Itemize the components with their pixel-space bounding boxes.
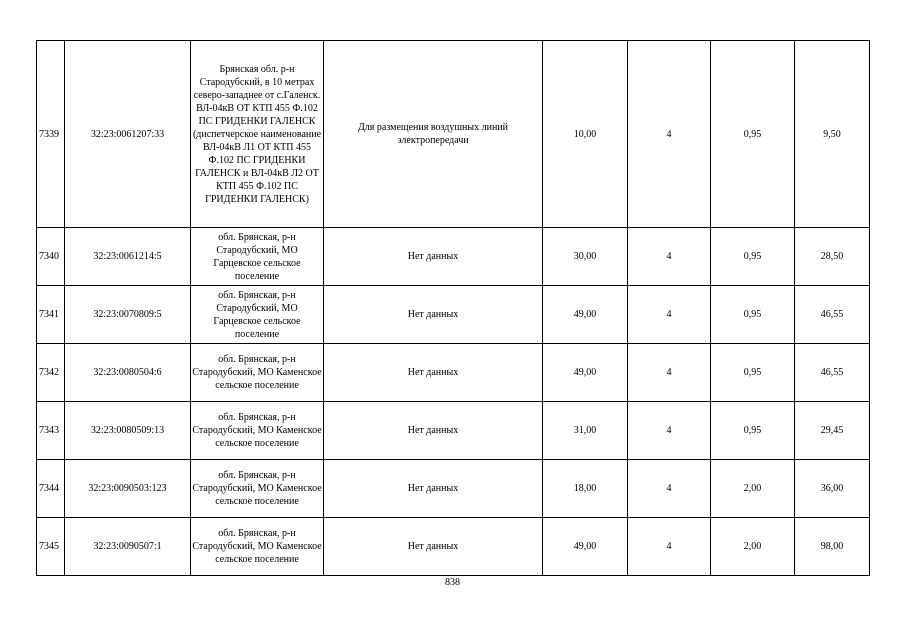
row-number: 7344 xyxy=(37,460,65,518)
table-row xyxy=(37,344,870,402)
row-number: 7345 xyxy=(37,518,65,576)
table-row xyxy=(37,41,870,228)
category: 4 xyxy=(628,518,711,576)
page-number: 838 xyxy=(445,577,460,588)
area: 18,00 xyxy=(543,460,628,518)
row-number: 7342 xyxy=(37,344,65,402)
table-row xyxy=(37,286,870,344)
category: 4 xyxy=(628,460,711,518)
cadastral-number: 32:23:0080504:6 xyxy=(65,344,191,402)
coefficient: 2,00 xyxy=(711,518,795,576)
area: 30,00 xyxy=(543,228,628,286)
coefficient: 0,95 xyxy=(711,41,795,228)
category: 4 xyxy=(628,286,711,344)
address: обл. Брянская, р-н Стародубский, МО Каменское сельское поселение xyxy=(191,460,324,518)
coefficient: 0,95 xyxy=(711,344,795,402)
cadastral-number: 32:23:0070809:5 xyxy=(65,286,191,344)
registry-table xyxy=(36,40,870,576)
purpose: Нет данных xyxy=(324,518,543,576)
table-row xyxy=(37,518,870,576)
purpose: Нет данных xyxy=(324,344,543,402)
table-row xyxy=(37,402,870,460)
coefficient: 0,95 xyxy=(711,228,795,286)
purpose: Для размещения воздушных линий электропередачи xyxy=(324,41,543,228)
row-number: 7343 xyxy=(37,402,65,460)
table-row xyxy=(37,460,870,518)
purpose: Нет данных xyxy=(324,228,543,286)
address: обл. Брянская, р-н Стародубский, МО Гарцевское сельское поселение xyxy=(191,286,324,344)
result: 46,55 xyxy=(795,286,870,344)
coefficient: 0,95 xyxy=(711,402,795,460)
purpose: Нет данных xyxy=(324,460,543,518)
address: обл. Брянская, р-н Стародубский, МО Гарцевское сельское поселение xyxy=(191,228,324,286)
category: 4 xyxy=(628,344,711,402)
category: 4 xyxy=(628,41,711,228)
coefficient: 2,00 xyxy=(711,460,795,518)
area: 31,00 xyxy=(543,402,628,460)
address: обл. Брянская, р-н Стародубский, МО Каменское сельское поселение xyxy=(191,518,324,576)
result: 46,55 xyxy=(795,344,870,402)
coefficient: 0,95 xyxy=(711,286,795,344)
area: 49,00 xyxy=(543,286,628,344)
address: обл. Брянская, р-н Стародубский, МО Каменское сельское поселение xyxy=(191,344,324,402)
area: 10,00 xyxy=(543,41,628,228)
result: 9,50 xyxy=(795,41,870,228)
result: 29,45 xyxy=(795,402,870,460)
address: Брянская обл. р-н Стародубский, в 10 метрах северо-западнее от с.Галенск. ВЛ-04кВ ОТ КТП 455 Ф.102 ПС ГРИДЕНКИ ГАЛЕНСК (диспетчерское наименование ВЛ-04кВ Л1 ОТ КТП 455 Ф.102 ПС ГРИДЕНКИ ГАЛЕНСК и ВЛ-04кВ Л2 ОТ КТП 455 Ф.102 ПС ГРИДЕНКИ ГАЛЕНСК) xyxy=(191,41,324,228)
address: обл. Брянская, р-н Стародубский, МО Каменское сельское поселение xyxy=(191,402,324,460)
cadastral-number: 32:23:0061214:5 xyxy=(65,228,191,286)
purpose: Нет данных xyxy=(324,402,543,460)
row-number: 7339 xyxy=(37,41,65,228)
cadastral-number: 32:23:0090503:123 xyxy=(65,460,191,518)
cadastral-number: 32:23:0061207:33 xyxy=(65,41,191,228)
result: 98,00 xyxy=(795,518,870,576)
cadastral-number: 32:23:0080509:13 xyxy=(65,402,191,460)
cadastral-number: 32:23:0090507:1 xyxy=(65,518,191,576)
table-row xyxy=(37,228,870,286)
category: 4 xyxy=(628,228,711,286)
result: 36,00 xyxy=(795,460,870,518)
category: 4 xyxy=(628,402,711,460)
row-number: 7341 xyxy=(37,286,65,344)
area: 49,00 xyxy=(543,518,628,576)
purpose: Нет данных xyxy=(324,286,543,344)
row-number: 7340 xyxy=(37,228,65,286)
result: 28,50 xyxy=(795,228,870,286)
area: 49,00 xyxy=(543,344,628,402)
